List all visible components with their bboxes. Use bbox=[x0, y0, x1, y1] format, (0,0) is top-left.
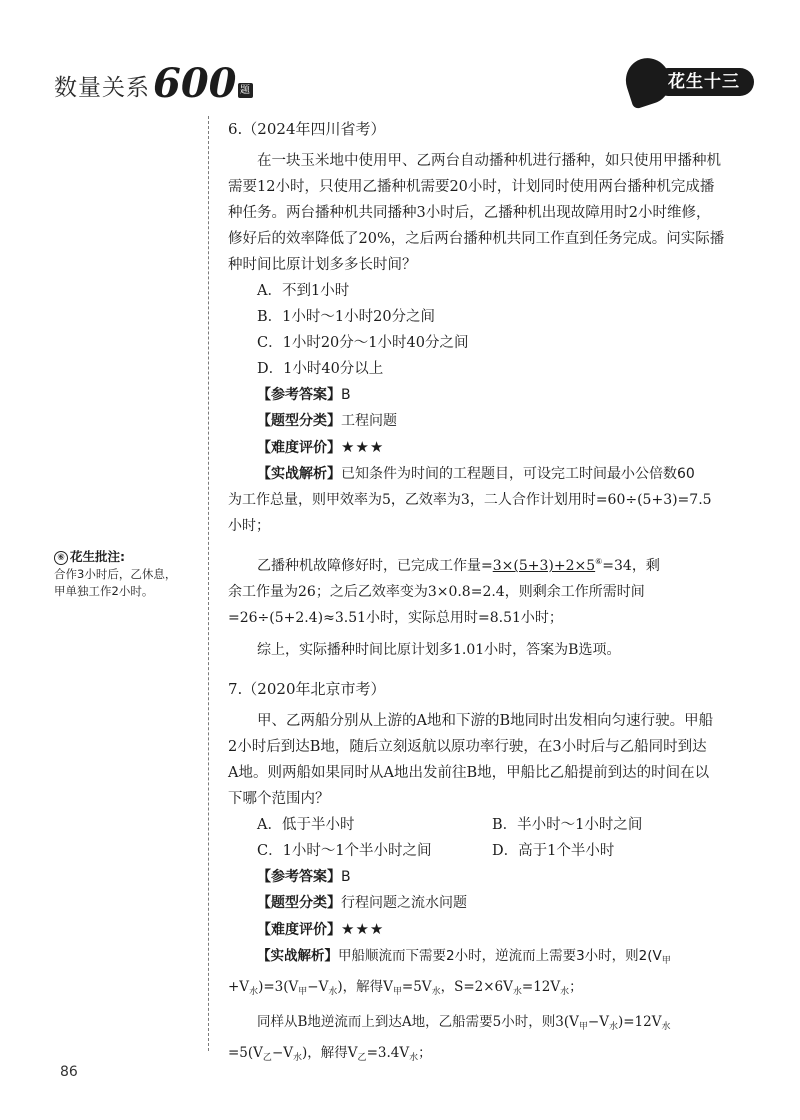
book-title-badge: 题 bbox=[238, 83, 253, 98]
side-note-number: ⑥ bbox=[54, 551, 68, 565]
question-stem-line: 甲、乙两船分别从上游的A地和下游的B地同时出发相向匀速行驶。甲船 bbox=[257, 713, 714, 729]
side-note bbox=[54, 548, 204, 600]
analysis-line: 小时； bbox=[228, 518, 270, 534]
difficulty-label: 【难度评价】 bbox=[257, 922, 341, 938]
option-a: A．低于半小时 bbox=[257, 817, 355, 833]
options-row bbox=[228, 838, 748, 864]
answer-value: B bbox=[341, 387, 351, 403]
answer-row bbox=[228, 382, 748, 408]
difficulty-stars: ★★★ bbox=[341, 438, 385, 456]
analysis-label: 【实战解析】 bbox=[257, 466, 341, 482]
type-label: 【题型分类】 bbox=[257, 413, 341, 429]
analysis-line: 综上，实际播种时间比原计划多1.01小时，答案为B选项。 bbox=[257, 642, 621, 658]
analysis-line: 乙播种机故障修好时，已完成工作量=3×(5+3)+2×5⑥=34，剩 bbox=[257, 557, 660, 574]
book-title-text: 数量关系 bbox=[54, 75, 150, 101]
book-title bbox=[54, 60, 253, 107]
answer-label: 【参考答案】 bbox=[257, 869, 341, 885]
analysis-line: 【实战解析】已知条件为时间的工程题目，可设完工时间最小公倍数60 bbox=[257, 466, 695, 482]
difficulty-label: 【难度评价】 bbox=[257, 440, 341, 456]
option-d: D．1小时40分以上 bbox=[257, 361, 384, 377]
book-title-number: 600 bbox=[153, 60, 237, 107]
question-stem-line: 2小时后到达B地，随后立刻返航以原功率行驶，在3小时后与乙船同时到达 bbox=[228, 739, 707, 755]
answer-label: 【参考答案】 bbox=[257, 387, 341, 403]
question-stem-line: 种时间比原计划多多长时间？ bbox=[228, 257, 417, 273]
analysis-label: 【实战解析】 bbox=[257, 948, 338, 964]
difficulty-row bbox=[228, 916, 748, 943]
question-6 bbox=[228, 116, 748, 663]
question-stem-line: 需要12小时，只使用乙播种机需要20小时，计划同时使用两台播种机完成播 bbox=[228, 179, 715, 195]
brand-name: 花生十三 bbox=[654, 68, 754, 96]
option-c: C．1小时～1个半小时之间 bbox=[257, 843, 432, 859]
option-a: A．不到1小时 bbox=[257, 283, 350, 299]
question-stem-line: 修好后的效率降低了20%，之后两台播种机共同工作直到任务完成。问实际播 bbox=[228, 231, 725, 247]
side-note-heading bbox=[54, 548, 204, 566]
brand-logo bbox=[626, 56, 756, 106]
question-7 bbox=[228, 676, 748, 1071]
side-note-line: 合作3小时后，乙休息， bbox=[54, 567, 177, 581]
difficulty-stars: ★★★ bbox=[341, 920, 385, 938]
question-stem-line: 在一块玉米地中使用甲、乙两台自动播种机进行播种，如只使用甲播种机 bbox=[257, 153, 721, 169]
side-note-line: 甲单独工作2小时。 bbox=[54, 584, 154, 598]
type-value: 工程问题 bbox=[341, 413, 397, 429]
type-label: 【题型分类】 bbox=[257, 895, 341, 911]
type-value: 行程问题之流水问题 bbox=[341, 895, 467, 911]
option-b: B．1小时～1小时20分之间 bbox=[257, 309, 436, 325]
question-stem-line: 种任务。两台播种机共同播种3小时后，乙播种机出现故障用时2小时维修， bbox=[228, 205, 711, 221]
type-row bbox=[228, 408, 748, 434]
analysis-line: $+V_水)=3(V_甲-V_水)$，解得$V_甲=5V_水$，$S=2\times 6V_水=12V_水$； bbox=[228, 979, 583, 997]
option-b: B．半小时～1小时之间 bbox=[492, 817, 643, 833]
difficulty-row bbox=[228, 434, 748, 461]
answer-value: B bbox=[341, 869, 351, 885]
analysis-line: 为工作总量，则甲效率为5，乙效率为3，二人合作计划用时=60÷(5+3)=7.5 bbox=[228, 492, 712, 508]
option-c: C．1小时20分～1小时40分之间 bbox=[257, 335, 469, 351]
annotation-ref: ⑥ bbox=[595, 557, 603, 566]
analysis-line: 【实战解析】甲船顺流而下需要2小时，逆流而上需要3小时，则$2(V_甲$ bbox=[257, 948, 671, 966]
page-number: 86 bbox=[60, 1064, 78, 1080]
analysis-line: 同样从B地逆流而上到达A地，乙船需要5小时，则$3(V_甲-V_水)=12V_水$ bbox=[257, 1014, 671, 1032]
analysis-line: $=5(V_乙-V_水)$，解得$V_乙=3.4V_水$； bbox=[228, 1045, 432, 1063]
column-divider bbox=[208, 116, 209, 1051]
question-heading: 6.（2024年四川省考） bbox=[228, 120, 386, 138]
question-heading: 7.（2020年北京市考） bbox=[228, 680, 386, 698]
side-note-title: 花生批注: bbox=[70, 549, 125, 564]
options-row bbox=[228, 812, 748, 838]
question-stem-line: 下哪个范围内？ bbox=[228, 791, 330, 807]
annotated-expression: 3×(5+3)+2×5 bbox=[492, 558, 596, 574]
analysis-line: =26÷(5+2.4)≈3.51小时，实际总用时=8.51小时； bbox=[228, 610, 563, 626]
option-d: D．高于1个半小时 bbox=[492, 843, 615, 859]
analysis-line: 余工作量为26；之后乙效率变为3×0.8=2.4，则剩余工作所需时间 bbox=[228, 584, 645, 600]
question-stem-line: A地。则两船如果同时从A地出发前往B地，甲船比乙船提前到达的时间在以 bbox=[228, 765, 710, 781]
answer-row bbox=[228, 864, 748, 890]
type-row bbox=[228, 890, 748, 916]
